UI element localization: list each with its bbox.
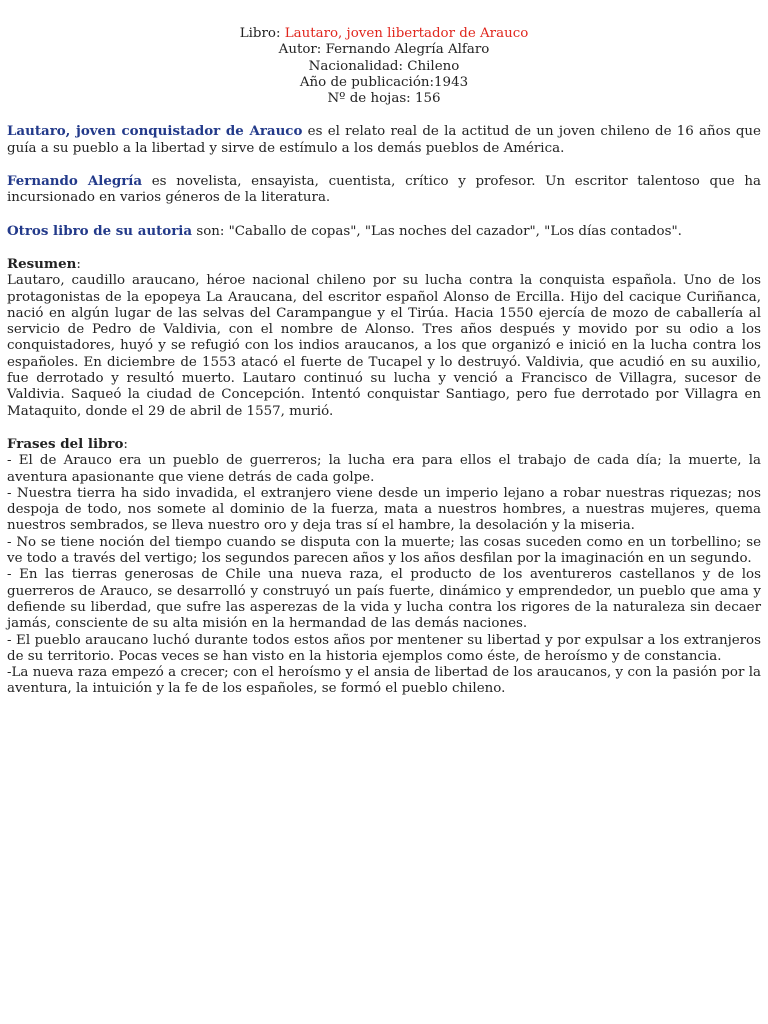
book-author: Autor: Fernando Alegría Alfaro	[278, 42, 490, 58]
phrase-item: - En las tierras generosas de Chile una nueva raza, el producto de los aventureros castellanos y de los guerreros de Arauco, se desarrolló y construyó un país fuerte, dinámico y emprendedor, un pueblo que ama y defiende su liberdad, que sufre las asperezas de la vida y lucha contra los rigores de la naturaleza sin decaer jamás, consciente de su alta misión en la hermandad de las demás naciones.	[7, 567, 761, 632]
summary-heading-line	[7, 256, 761, 273]
phrases-heading-line	[7, 436, 761, 453]
book-nationality: Nacionalidad: Chileno	[308, 58, 460, 74]
intro-paragraph	[7, 123, 761, 157]
phrase-item: - No se tiene noción del tiempo cuando se disputa con la muerte; las cosas suceden como en un torbellino; se ve todo a través del vertigo; los segundos parecen años y los años desfilan por la imaginación en un segundo.	[7, 534, 761, 567]
book-pages: Nº de hojas: 156	[327, 91, 441, 107]
summary-section	[7, 256, 761, 420]
summary-text: Lautaro, caudillo araucano, héroe nacional chileno por su lucha contra la conquista española. Uno de los protagonistas de la epopeya La Araucana, del escritor español Alonso de Ercilla. Hijo del cacique Curiñanca, nació en algún lugar de las selvas del Carampangue y el Tirúa. Hacia 1550 ejercía de mozo de caballería al servicio de Pedro de Valdivia, con el nombre de Alonso. Tres años después y movido por su odio a los conquistadores, huyó y se refugió con los indios araucanos, a los que organizó e inició en la lucha contra los españoles. En diciembre de 1553 atacó el fuerte de Tucapel y lo destruyó. Valdivia, que acudió en su auxilio, fue derrotado y resultó muerto. Lautaro continuó su lucha y venció a Francisco de Villagra, sucesor de Valdivia. Saqueó la ciudad de Concepción. Intentó conquistar Santiago, pero fue derrotado por Villagra en Mataquito, donde el 29 de abril de 1557, murió.	[7, 273, 761, 419]
phrase-item: - El pueblo araucano luchó durante todos estos años por mentener su libertad y por expulsar a los extranjeros de su territorio. Pocas veces se han visto en la historia ejemplos como éste, de heroísmo y de constancia.	[7, 632, 761, 664]
author-bio-paragraph	[7, 173, 761, 207]
other-books-paragraph	[7, 223, 761, 240]
phrases-section	[7, 436, 761, 698]
book-title-line	[7, 26, 761, 42]
book-year: Año de publicación:1943	[299, 74, 469, 90]
book-title: Lautaro, joven libertador de Arauco	[284, 26, 529, 41]
author-bio-highlight: Fernando Alegría	[7, 173, 143, 190]
summary-heading-colon: :	[76, 256, 81, 272]
phrase-item: -La nueva raza empezó a crecer; con el heroísmo y el ansia de libertad de los araucanos, y con la pasión por la aventura, la intuición y la fe de los españoles, se formó el pueblo chileno.	[7, 665, 761, 697]
phrases-heading: Frases del libro	[7, 435, 124, 452]
phrase-item: - El de Arauco era un pueblo de guerreros; la lucha era para ellos el trabajo de cada día; la muerte, la aventura apasionante que viene detrás de cada golpe.	[7, 453, 761, 485]
other-books-text: son: "Caballo de copas", "Las noches del cazador", "Los días contados".	[192, 223, 682, 239]
other-books-highlight: Otros libro de su autoria	[7, 222, 193, 239]
phrases-heading-colon: :	[123, 436, 128, 452]
author-bio-text: es novelista, ensayista, cuentista, crítico y profesor. Un escritor talentoso que ha incursionado en varios géneros de la literatura.	[7, 174, 761, 206]
summary-heading: Resumen	[7, 255, 77, 272]
intro-highlight: Lautaro, joven conquistador de Arauco	[7, 123, 303, 140]
book-label: Libro:	[239, 26, 285, 41]
book-header	[7, 26, 761, 107]
intro-text: es el relato real de la actitud de un joven chileno de 16 años que guía a su pueblo a la libertad y sirve de estímulo a los demás pueblos de América.	[7, 124, 761, 156]
phrase-item: - Nuestra tierra ha sido invadida, el extranjero viene desde un imperio lejano a robar nuestras riquezas; nos despoja de todo, nos somete al dominio de la fuerza, mata a nuestros hombres, a nuestras mujeres, quema nuestros sembrados, se lleva nuestro oro y deja tras sí el hambre, la desolación y la miseria.	[7, 485, 761, 534]
